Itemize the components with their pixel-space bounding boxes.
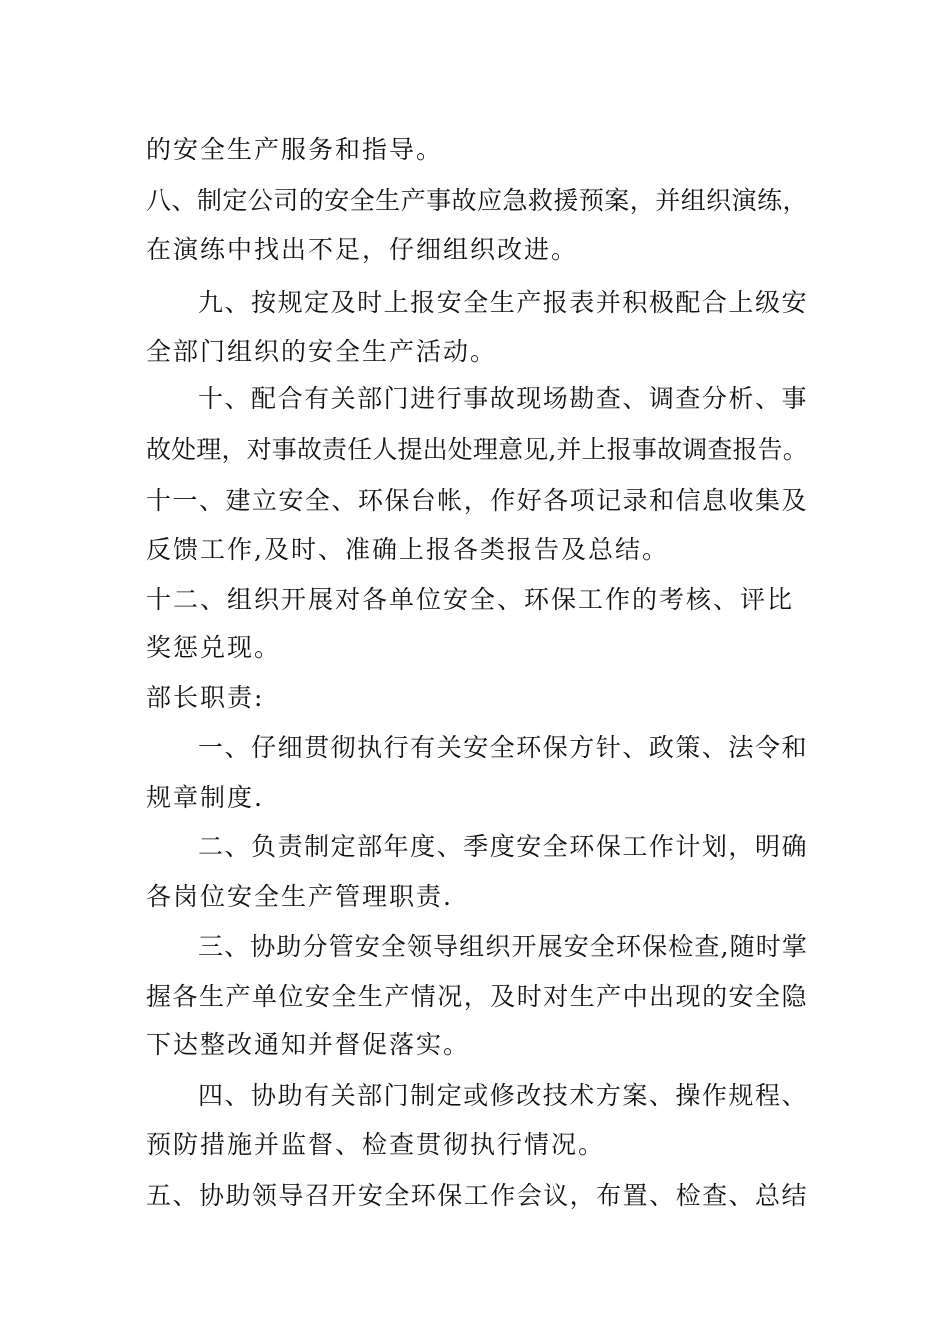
text-line: 反馈工作,及时、准确上报各类报告及总结。 xyxy=(146,535,669,564)
text-line: 握各生产单位安全生产情况，及时对生产中出现的安全隐 xyxy=(146,982,809,1011)
text-line: 四、协助有关部门制定或修改技术方案、操作规程、 xyxy=(198,1081,809,1110)
text-line: 八、制定公司的安全生产事故应急救援预案，并组织演练， xyxy=(146,186,809,215)
text-line: 规章制度. xyxy=(146,783,264,812)
text-line: 九、按规定及时上报安全生产报表并积极配合上级安 xyxy=(198,288,809,317)
text-line: 的安全生产服务和指导。 xyxy=(146,135,444,164)
text-line: 部长职责: xyxy=(146,683,265,712)
text-line: 十二、组织开展对各单位安全、环保工作的考核、评比 xyxy=(146,585,795,614)
text-line: 十、配合有关部门进行事故现场勘查、调查分析、事 xyxy=(198,384,809,413)
text-line: 奖惩兑现。 xyxy=(146,633,282,662)
text-line: 故处理，对事故责任人提出处理意见,并上报事故调查报告。 xyxy=(146,435,808,464)
text-line: 三、协助分管安全领导组织开展安全环保检查,随时掌 xyxy=(198,932,808,961)
text-line: 预防措施并监督、检查贯彻执行情况。 xyxy=(146,1130,606,1159)
text-line: 下达整改通知并督促落实。 xyxy=(146,1030,471,1059)
text-line: 一、仔细贯彻执行有关安全环保方针、政策、法令和 xyxy=(198,733,809,762)
text-line: 五、协助领导召开安全环保工作会议，布置、检查、总结 xyxy=(146,1181,809,1210)
text-line: 十一、建立安全、环保台帐，作好各项记录和信息收集及 xyxy=(146,486,809,515)
text-line: 二、负责制定部年度、季度安全环保工作计划，明确 xyxy=(198,832,809,861)
text-line: 在演练中找出不足，仔细组织改进。 xyxy=(146,235,579,264)
text-line: 全部门组织的安全生产活动。 xyxy=(146,337,498,366)
text-line: 各岗位安全生产管理职责. xyxy=(146,882,453,911)
